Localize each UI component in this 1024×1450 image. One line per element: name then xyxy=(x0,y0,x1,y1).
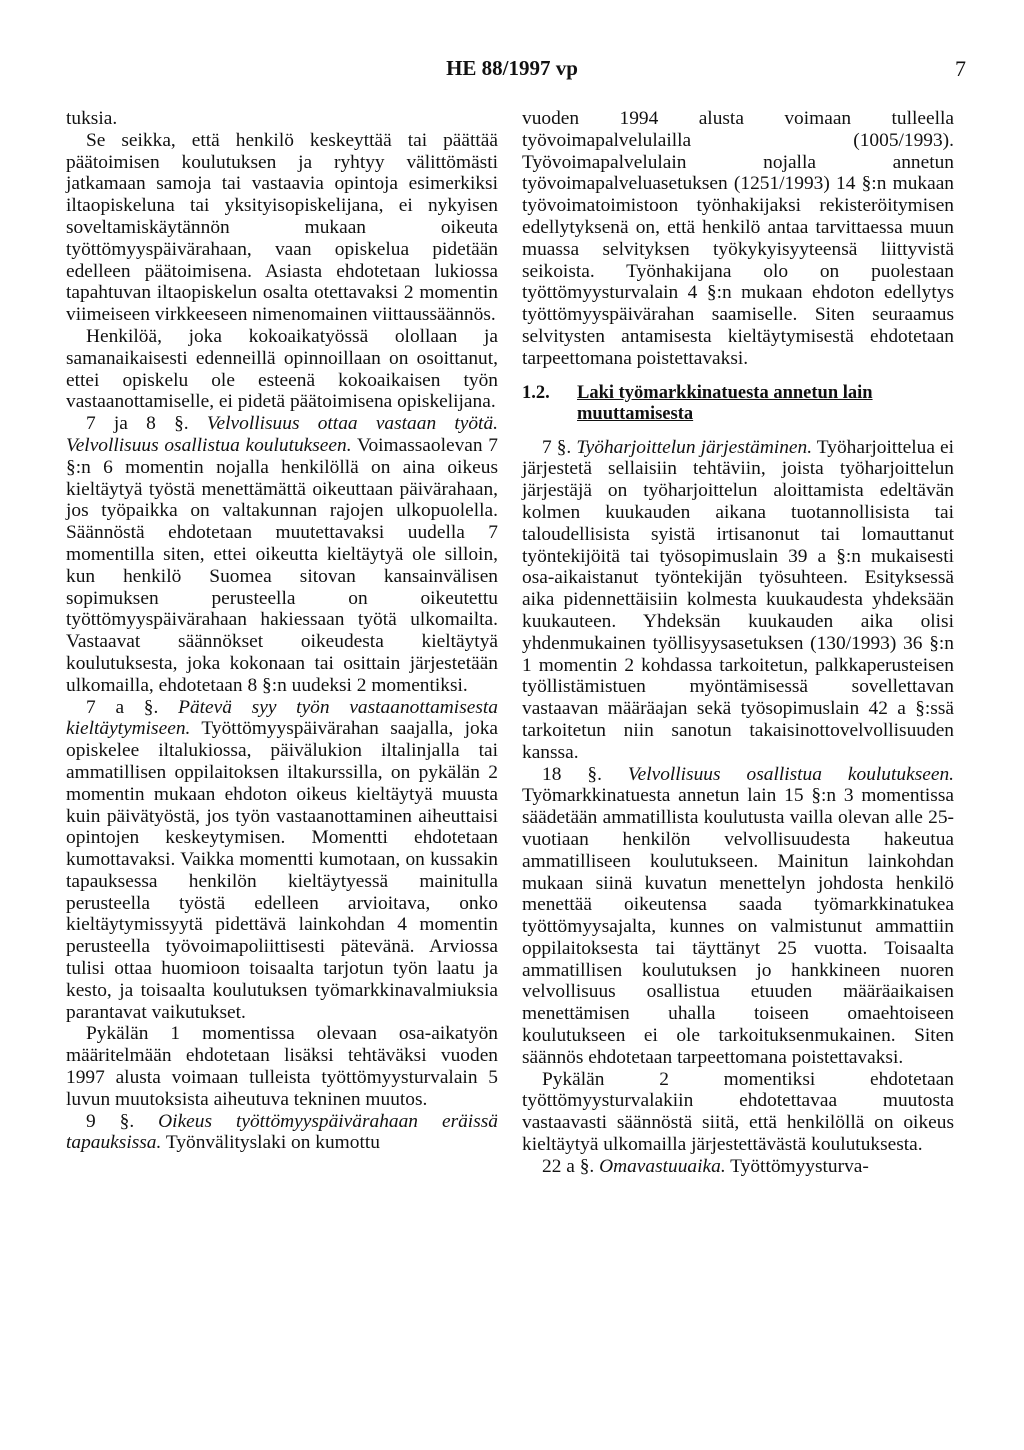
paragraph xyxy=(522,1156,954,1178)
section-ref: 22 a §. xyxy=(542,1155,595,1177)
paragraph: Pykälän 2 momentiksi ehdotetaan työttömyysturvalakiin ehdotettavaa muutosta vastaavasti säännöstä siitä, että henkilöllä on oikeus kieltäytyä ulkomailla järjestettävästä koulutuksesta. xyxy=(522,1068,954,1156)
paragraph: Pykälän 1 momentissa olevaan osa-aikatyön määritelmään ehdotetaan lisäksi tehtäväksi vuoden 1997 alusta voimaan tulleista työttömyysturvalain 5 luvun muutoksista aiheutuva tekninen muutos. xyxy=(66,1023,498,1110)
section-ref: 7 §. xyxy=(542,436,572,458)
right-column xyxy=(522,108,954,1178)
paragraph: Henkilöä, joka kokoaikatyössä olollaan ja samanaikaisesti edenneillä opinnoillaan on osoittanut, ettei opiskelu ole esteenä kokoaikaisen työn vastaanottamiselle, ei pidetä päätoimisena opiskelijana. xyxy=(66,325,498,413)
paragraph-body: Työttömyyspäivärahan saajalla, joka opiskelee iltalukiossa, päivälukion iltalinjalla tai ammatillisen oppilaitoksen iltakurssilla, on pykälän 2 momentin mukaan ehdoton oikeus kieltäytyä muusta kuin päivätyöstä, jos työn vastaanottaminen aiheuttaisi opintojen keskeytymisen. Momentti ehdotetaan kumottavaksi. Vaikka momentti kumotaan, on kussakin tapauksessa henkilön kieltäytyessä mainitulla perusteella työstä edelleen arvioitava, onko kieltäytymissyytä pidettävä lainkohdan 4 momentin perusteella työvoimapoliittisesti pätevänä. Arviossa tulisi ottaa huomioon toisaalta tarjotun työn laatu ja kesto, ja toisaalta koulutuksen työmarkkinavalmiuksia parantavat vaikutukset. xyxy=(66,718,498,1023)
paragraph-body: Työmarkkinatuesta annetun lain 15 §:n 3 momentissa säädetään ammatillista koulutusta vailla olevan alle 25-vuotiaan henkilön velvollisuudesta hakeutua ammatilliseen koulutukseen. Mainitun lainkohdan mukaan siinä kuvatun menettelyn johdosta henkilö menettää oikeutensa saada työmarkkinatukea työttömyysajalta, kunnes on valmistunut ammattiin oppilaitoksesta tai täyttänyt 25 vuotta. Toisaalta ammatillisen koulutuksen jo hankkineen nuoren velvollisuus osallistua etuuden määräaikaisen menettämisen uhalla toiseen omaehtoiseen koulutukseen ei ole tarkoituksenmukainen. Siten säännös ehdotetaan tarpeettomana poistettavaksi. xyxy=(522,785,954,1068)
section-ref: 18 §. xyxy=(542,763,602,785)
paragraph-body: Työnvälityslaki on kumottu xyxy=(165,1132,380,1154)
section-ref: 7 ja 8 §. xyxy=(86,413,189,435)
paragraph-title: Velvollisuus osallistua koulutukseen. xyxy=(627,763,954,785)
paragraph-body: Työharjoittelua ei järjestetä sellaisiin tehtäviin, joista työharjoittelun järjestäjä on työharjoittelun aloittamista edeltävän kolmen kuukauden aikana tuotannollisista tai taloudellisista syistä irtisanonut tai lomauttanut työntekijöitä tai työsopimuslain 39 a §:n mukaisesti osa-aikaistanut työntekijän työsuhteen. Esityksessä aika pidennettäisiin kolmesta kuukaudesta yhdeksään kuukauteen. Yhdeksän kuukauden aika olisi yhdenmukainen työllisyysasetuksen (130/1993) 36 §:n 1 momentin 2 kohdassa tarkoitetun, palkkaperusteisen työllistämistuen myöntämisessä sovellettavan vastaavan määräajan sekä työsopimuslain 42 a §:ssä tarkoitetun niin sanotun takaisinottovelvollisuuden kanssa. xyxy=(522,436,954,763)
paragraph xyxy=(522,437,954,764)
paragraph-title: Omavastuuaika. xyxy=(599,1155,726,1177)
page-header xyxy=(0,52,1024,82)
paragraph xyxy=(522,764,954,1069)
paragraph xyxy=(66,413,498,696)
section-number: 1.2. xyxy=(522,382,550,403)
paragraph xyxy=(66,1111,498,1155)
section-ref: 9 §. xyxy=(86,1110,135,1132)
paragraph-continuation: vuoden 1994 alusta voimaan tulleella työvoimapalvelulailla (1005/1993). Työvoimapalvelulain nojalla annetun työvoimapalveluasetuksen (1251/1993) 14 §:n mukaan työvoimatoimistoon työnhakijaksi rekisteröitymisen edellytyksenä on, että henkilö antaa tarvittaessa muun muassa selvityksen työkykyisyyteensä liittyvistä seikoista. Työnhakijana olo on puolestaan työttömyysturvalain 4 §:n mukaan ehdoton edellytys työttömyyspäivärahan saamiselle. Siten seuraamus selvitysten antamisesta kieltäytymisestä ehdotetaan tarpeettomana poistettavaksi. xyxy=(522,108,954,369)
document-id: HE 88/1997 vp xyxy=(446,56,578,80)
paragraph xyxy=(66,697,498,1024)
paragraph-body: Voimassaolevan 7 §:n 6 momentin nojalla henkilöllä on aina oikeus kieltäytyä työstä menettämättä oikeuttaan päivärahaan, jos työpaikka on valtakunnan rajojen ulkopuolella. Säännöstä ehdotetaan muutettavaksi uudella 7 momentilla siten, ettei oikeutta kieltäytyä ole silloin, kun henkilö Suomea sitovan kansainvälisen sopimuksen perusteella on oikeutettu työttömyyspäivärahaan hakiessaan työtä ulkomailta. Vastaavat säännökset oikeudesta kieltäytyä koulutuksesta, joka kokonaan tai osittain järjestetään ulkomailla, ehdotetaan 8 §:n uudeksi 2 momentiksi. xyxy=(66,434,499,696)
paragraph-title: Oikeus työttömyyspäivärahaan eräissä tapauksissa. xyxy=(66,1110,498,1154)
paragraph-body: Työttömyysturva- xyxy=(730,1155,869,1177)
section-title: Laki työmarkkinatuesta annetun lain muuttamisesta xyxy=(577,382,873,424)
section-heading xyxy=(522,383,954,425)
paragraph-title: Työharjoittelun järjestäminen. xyxy=(576,436,813,458)
paragraph-title: Pätevä syy työn vastaanottamisesta kieltäytymiseen. xyxy=(66,696,498,740)
paragraph-title: Velvollisuus ottaa vastaan työtä. Velvollisuus osallistua koulutukseen. xyxy=(66,413,498,456)
section-ref: 7 a §. xyxy=(86,696,159,718)
left-column xyxy=(66,108,498,1154)
page-number: 7 xyxy=(955,56,966,81)
paragraph: Se seikka, että henkilö keskeyttää tai päättää päätoimisen koulutuksen ja ryhtyy välittömästi jatkamaan samoja tai vastaavia opintoja esimerkiksi iltaopiskeluna tai yksityisopiskelijana, ei nykyisen soveltamiskäytännön mukaan oikeuta työttömyyspäivärahaan, vaan opiskelua pidetään edelleen päätoimisena. Asiasta ehdotetaan lukiossa tapahtuvan iltaopiskelun osalta otettavaksi 2 momentin viimeiseen virkkeeseen nimenomainen viittaussäännös. xyxy=(66,129,498,326)
paragraph-continuation: tuksia. xyxy=(66,108,118,129)
